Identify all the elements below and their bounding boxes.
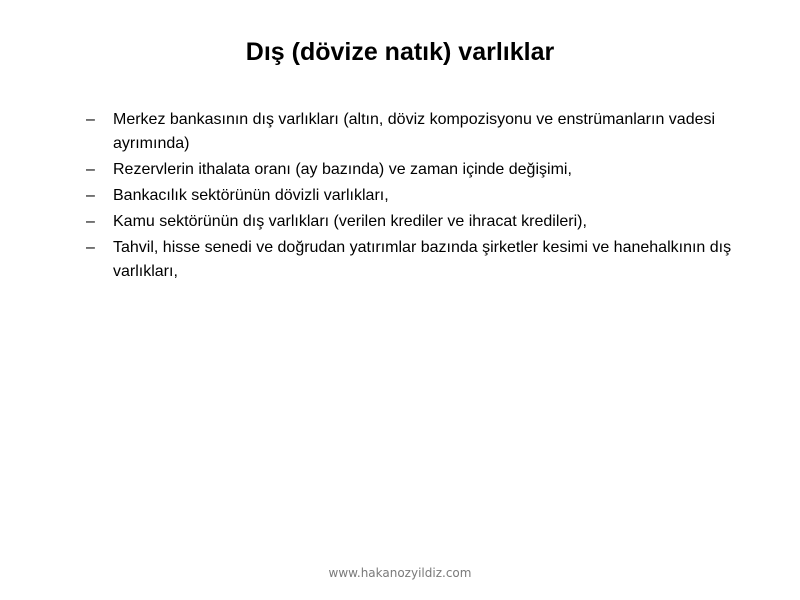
dash-bullet-icon: –	[86, 111, 95, 128]
bullet-item	[86, 236, 746, 284]
dash-bullet-icon: –	[86, 187, 95, 204]
bullet-text: Rezervlerin ithalata oranı (ay bazında) ve zaman içinde değişimi,	[113, 161, 572, 178]
slide-title: Dış (dövize natık) varlıklar	[245, 38, 555, 66]
bullet-list	[86, 108, 746, 286]
bullet-text: Kamu sektörünün dış varlıkları (verilen krediler ve ihracat kredileri),	[113, 213, 587, 230]
dash-bullet-icon: –	[86, 239, 95, 256]
bullet-text: Tahvil, hisse senedi ve doğrudan yatırımlar bazında şirketler kesimi ve hanehalkının dış varlıkları,	[113, 239, 732, 280]
bullet-item	[86, 210, 746, 234]
bullet-item	[86, 184, 746, 208]
bullet-text: Merkez bankasının dış varlıkları (altın, döviz kompozisyonu ve enstrümanların vadesi ayrımında)	[113, 111, 716, 152]
dash-bullet-icon: –	[86, 213, 95, 230]
footer-website-link[interactable]: www.hakanozyildiz.com	[328, 566, 472, 580]
bullet-text: Bankacılık sektörünün dövizli varlıkları,	[113, 187, 389, 204]
dash-bullet-icon: –	[86, 161, 95, 178]
bullet-item	[86, 108, 746, 156]
bullet-item	[86, 158, 746, 182]
